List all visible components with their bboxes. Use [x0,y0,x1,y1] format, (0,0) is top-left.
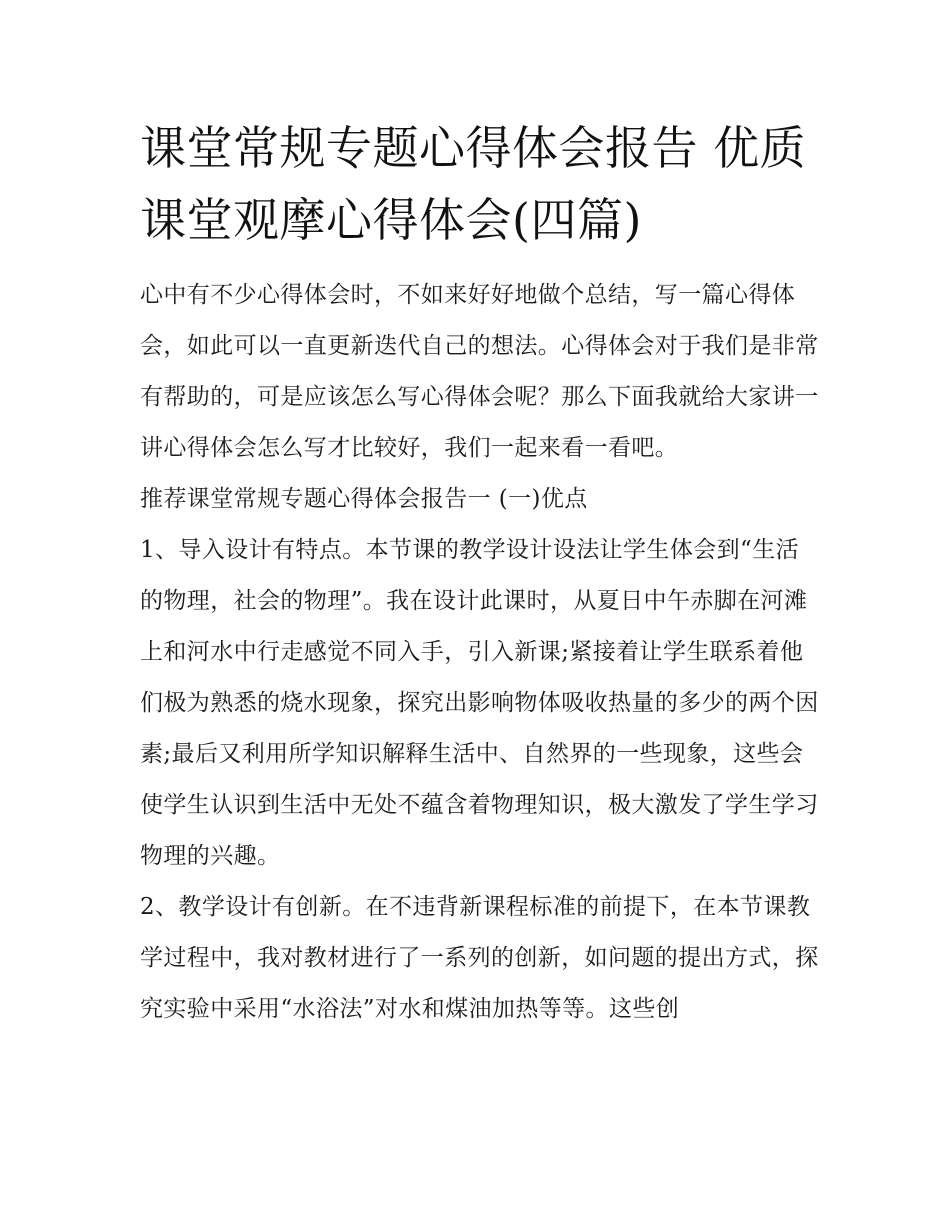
document-title: 课堂常规专题心得体会报告 优质课堂观摩心得体会(四篇) [140,121,807,247]
point-2-paragraph: 2、教学设计有创新。在不违背新课程标准的前提下，在本节课教学过程中，我对教材进行了一系列的创新，如问题的提出方式，探究实验中采用“水浴法”对水和煤油加热等等。这些创 [140,894,819,1022]
document-page [140,112,820,1035]
section-heading: 推荐课堂常规专题心得体会报告一 (一)优点 [140,486,588,512]
intro-paragraph: 心中有不少心得体会时，不如来好好地做个总结，写一篇心得体会，如此可以一直更新迭代自己的想法。心得体会对于我们是非常有帮助的，可是应该怎么写心得体会呢？那么下面我就给大家讲一讲心得体会怎么写才比较好，我们一起来看一看吧。 [140,282,819,461]
point-1-paragraph: 1、导入设计有特点。本节课的教学设计设法让学生体会到“生活的物理，社会的物理”。我在设计此课时，从夏日中午赤脚在河滩上和河水中行走感觉不同入手，引入新课;紧接着让学生联系着他们极为熟悉的烧水现象，探究出影响物体吸收热量的多少的两个因素;最后又利用所学知识解释生活中、自然界的一些现象，这些会使学生认识到生活中无处不蕴含着物理知识，极大激发了学生学习物理的兴趣。 [140,537,819,869]
